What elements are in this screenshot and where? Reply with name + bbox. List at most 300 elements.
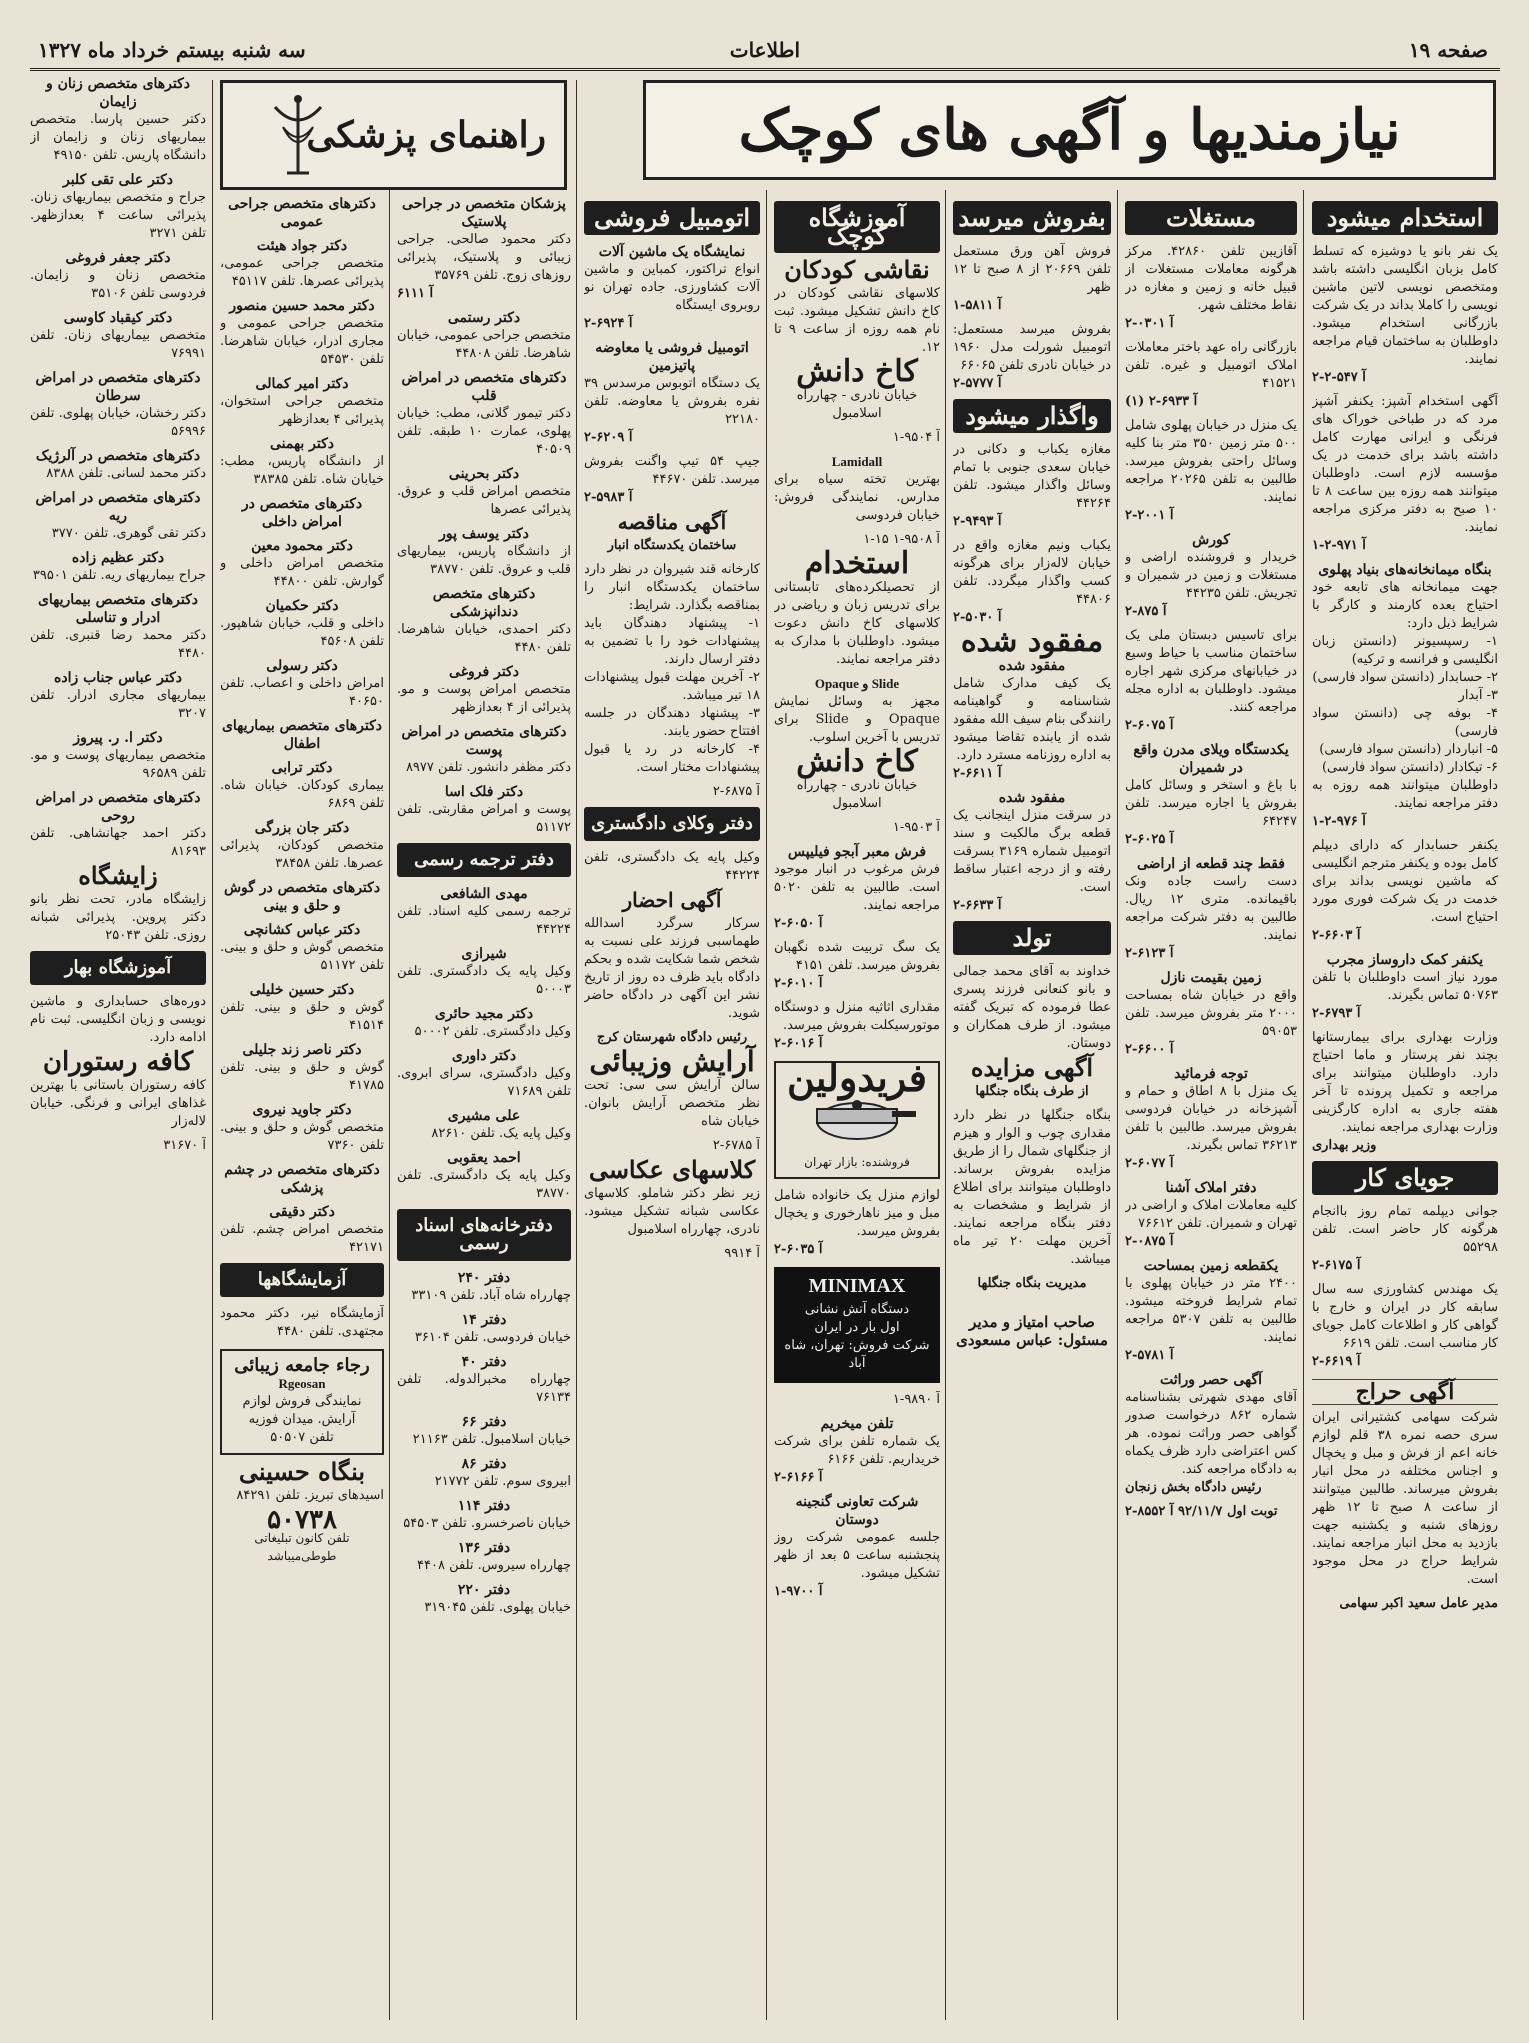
ad-title: دفتر ۲۲۰ xyxy=(457,1582,511,1598)
ad-body: متخصص امراض قلب و عروق. پذیرائی عصرها xyxy=(397,484,571,517)
section-header-maternity: زایشگاه xyxy=(78,861,158,890)
classified-ad xyxy=(397,1413,571,1449)
kakh-danesh-address-2: خیابان نادری - چهارراه اسلامبول xyxy=(796,778,918,811)
ad-title: یکنفر کمک داروساز مجرب xyxy=(1326,952,1484,968)
bahar-school-body: دوره‌های حسابداری و ماشین نویسی و زبان انگلیسی. ثبت نام ادامه دارد. xyxy=(30,994,206,1045)
beauty-box-body: نمایندگی فروش لوازم آرایش. میدان فوزیه xyxy=(242,1394,362,1427)
classified-ad xyxy=(1125,1503,1297,1521)
minimax-code: آ ۹۸۹۰-۱ xyxy=(892,1392,940,1407)
ad-title: دکتر حکمیان xyxy=(265,598,339,614)
ad-title: دکتر یوسف پور xyxy=(439,526,529,542)
ad-body: متخصص امراض داخلی و گوارش. تلفن ۴۴۸۰۰ xyxy=(220,556,384,589)
classified-ad xyxy=(220,657,384,711)
lamidall-body: بهترین تخته سیاه برای مدارس. نمایندگی فروش: خیابان فردوسی xyxy=(774,472,940,523)
classified-ad xyxy=(220,819,384,873)
ad-title: دکتر ترابی xyxy=(271,760,333,776)
medical-guide-title: راهنمای پزشکی xyxy=(306,114,546,156)
ad-body: دکتر محمد لسانی. تلفن ۸۳۸۸ xyxy=(46,466,206,481)
ad-title: کورش xyxy=(1192,532,1230,548)
ad-code: آ ۵۸۱۱-۱ xyxy=(953,298,1002,313)
classified-ad xyxy=(953,657,1111,783)
classified-ad xyxy=(953,537,1111,627)
ad-body: بیماری کودکان. خیابان شاه. تلفن ۶۸۶۹ xyxy=(220,778,384,811)
classified-ad xyxy=(1312,1203,1498,1275)
column-doctors-2 xyxy=(397,195,571,2025)
classified-ad xyxy=(30,669,206,723)
ad-body: یکباب ونیم مغازه واقع در خیابان لاله‌زار برای هرگونه کسب واگذار میگردد. تلفن ۴۴۸۰۶ xyxy=(953,538,1111,607)
ad-body: بفروش میرسد مستعمل: اتومبیل شورلت مدل ۱۹۶۰ در خیابان نادری تلفن ۶۶۰۶۵ xyxy=(953,322,1111,373)
summons-body: سرکار سرگرد اسدالله طهماسبی فرزند علی نسبت به شخص شما شکایت شده و بحکم دادگاه باید ظرف ده روز از تاریخ نشر این آگهی در دادگاه حاضر شوید. xyxy=(584,916,760,1021)
minimax-line1: دستگاه آتش نشانی xyxy=(804,1302,910,1317)
ad-body: متخصص گوش و حلق و بینی. تلفن ۷۳۶۰ xyxy=(220,1120,384,1153)
maternity-body: زایشگاه مادر، تحت نظر بانو دکتر پروین. پذیرائی شبانه روزی. تلفن ۲۵۰۴۳ xyxy=(30,892,206,943)
classified-ad xyxy=(1125,627,1297,735)
ad-code: آ ۶۰۳۵-۲ xyxy=(774,1242,823,1257)
ad-code: آ ۰۸۷۵-۲ xyxy=(1125,1234,1174,1249)
ad-body: وزارت بهداری برای بیمارستانها بچند نفر پرستار و ماما احتیاج دارد. داوطلبان میتوانند برای مراجعه و تکمیل پرونده تا آخر هفته جاری به اداره کارگزینی وزارت بهداری مراجعه نمایند. xyxy=(1312,1030,1498,1135)
classified-ad xyxy=(397,309,571,363)
ad-title: دکتر دقیقی xyxy=(269,1204,335,1220)
section-header-photo: کلاسهای عکاسی xyxy=(588,1155,756,1184)
ad-code: آ ۶۱۷۵-۲ xyxy=(1312,1258,1361,1273)
ad-body: جوانی دیپلمه تمام روز باانجام هرگونه کار حاضر است. تلفن ۵۵۲۹۸ xyxy=(1312,1204,1498,1255)
column-rule xyxy=(389,190,390,2020)
ad-body: وکیل پایه یک دادگستری. تلفن ۵۰۰۰۳ xyxy=(397,964,571,997)
ad-body: ترجمه رسمی کلیه اسناد. تلفن ۴۴۲۲۴ xyxy=(397,904,571,937)
ad-body: متخصص کودکان، پذیرائی عصرها. تلفن ۳۸۴۵۸ xyxy=(220,838,384,871)
ad-body: ۲۴۰۰ متر در خیابان پهلوی با تمام شرایط فروخته میشود. طالبین به تلفن ۵۳۰۷ مراجعه نمایند. xyxy=(1125,1276,1297,1345)
summons-signature: رئیس دادگاه شهرستان کرج xyxy=(596,1030,748,1045)
ad-title: دکتر جاوید نیروی xyxy=(252,1102,352,1118)
ad-body: وکیل پایه یک دادگستری. تلفن ۳۸۷۷۰ xyxy=(397,1168,571,1201)
ad-body: متخصص امراض پوست و مو. پذیرائی از ۴ بعدازظهر xyxy=(397,682,571,715)
section-header-hiring: استخدام میشود xyxy=(1312,201,1498,235)
classified-ad xyxy=(30,789,206,861)
classified-ad xyxy=(397,1005,571,1041)
ad-body: از دانشگاه پاریس، مطب: خیابان شاه. تلفن ۳۸۳۸۵ xyxy=(220,454,384,487)
ad-body: امراض داخلی و اعصاب. تلفن ۴۰۶۵۰ xyxy=(220,676,384,709)
ad-title: آگهی حصر وراثت xyxy=(1160,1372,1262,1388)
ad-title: دفتر ۱۴ xyxy=(461,1312,507,1328)
classified-ad xyxy=(30,591,206,663)
auction2-subtitle: از طرف بنگاه جنگلها xyxy=(975,1084,1089,1099)
ad-code: وزیر بهداری xyxy=(1312,1138,1377,1153)
ad-title: دکتر کیقباد کاوسی xyxy=(63,310,173,326)
column-rule xyxy=(945,190,946,2020)
ad-title: دکترهای متخصص در امراض قلب xyxy=(401,370,567,404)
classified-ad xyxy=(30,249,206,303)
tender-body: کارخانه قند شیروان در نظر دارد ساختمان یکدستگاه انبار را بمناقصه بگذارد. شرایط: ۱- پیشنهاد دهندگان باید پیشنهادات خود را با تضمین به دفتر ارسال دارند. ۲- آخرین مهلت قبول پیشنهادات ۱۸ تیر میباشد. ۳- پیشنهاد دهندگان در جلسه افتتاح حضور یابند. ۴- کارخانه در رد یا قبول پیشنهادات مختار است. xyxy=(584,562,760,775)
classified-ad xyxy=(30,549,206,585)
ad-title: یکدستگاه ویلای مدرن واقع در شمیران xyxy=(1133,742,1289,776)
minimax-title: MINIMAX xyxy=(808,1275,906,1297)
ad-body: آقای مهدی شهرتی بشناسنامه شماره ۸۶۲ درخواست صدور گواهی حصر وراثت نموده. هر کس اعتراضی دارد ظرف یکماه به دادگاه مراجعه کند. xyxy=(1125,1390,1297,1477)
ad-title: دکترهای متخصص در امراض داخلی xyxy=(241,496,363,530)
ad-body: خیابان ناصرخسرو. تلفن ۵۴۵۰۳ xyxy=(403,1516,571,1531)
ad-title: دکتر جواد هیئت xyxy=(256,238,348,254)
section-header-for-sale: بفروش میرسد xyxy=(953,201,1111,235)
classified-ad xyxy=(953,789,1111,915)
ad-body: چهارراه سیروس. تلفن ۴۴۰۸ xyxy=(417,1558,571,1573)
classified-ad xyxy=(1312,243,1498,387)
ad-body: خیابان فردوسی. تلفن ۳۶۱۰۴ xyxy=(414,1330,571,1345)
classified-ad xyxy=(1312,1281,1498,1371)
ad-body: وکیل دادگستری، سرای ابروی. تلفن ۷۱۶۸۹ xyxy=(397,1066,571,1099)
art-class-title: نقاشی کودکان xyxy=(784,255,930,284)
classified-ad xyxy=(953,243,1111,315)
section-header-for-rent: واگذار میشود xyxy=(953,399,1111,433)
ad-body: دکتر محمود صالحی. جراحی زیبائی و پلاستیک، پذیرائی روزهای زوج. تلفن ۳۵۷۶۹ xyxy=(397,232,571,283)
ad-title: مهدی الشافعی xyxy=(440,886,528,902)
column-doctors-1 xyxy=(220,195,384,2025)
classified-ad xyxy=(397,1269,571,1305)
section-header-summons: آگهی احضار xyxy=(622,888,722,912)
ad-body: یک دستگاه اتوبوس مرسدس ۳۹ نفره بفروش یا معاوضه. تلفن ۲۲۱۸۰ xyxy=(584,376,760,427)
classified-ad xyxy=(397,1107,571,1143)
employment-body-2: مجهز به وسائل نمایش Opaque و Slide برای تدریس با آخرین اسلوب. xyxy=(774,694,940,745)
classified-ad xyxy=(1125,339,1297,411)
employment-body: از تحصیلکرده‌های تابستانی برای تدریس زبان و ریاضی در کلاسهای کاخ دانش دعوت میشود. داوطلبان با مدارک به دفتر مراجعه نمایند. xyxy=(774,580,940,667)
section-header-real-estate: مستغلات xyxy=(1125,201,1297,235)
big-phone-number: ۵۰۷۳۸ xyxy=(267,1505,337,1535)
classified-ad xyxy=(397,1353,571,1407)
ad-body: در سرقت منزل اینجانب یک قطعه برگ مالکیت و سند اتومبیل شماره ۳۱۶۹ بسرقت رفته و از درجه اعتبار ساقط است. xyxy=(953,808,1111,895)
art-class-body: کلاسهای نقاشی کودکان در کاخ دانش تشکیل میشود. ثبت نام همه روزه از ساعت ۹ تا ۱۲. xyxy=(774,286,940,355)
ad-title: دکتر محمد حسین منصور xyxy=(229,298,375,314)
ad-body: برای تاسیس دبستان ملی یک ساختمان مناسب با حیاط وسیع در خیابانهای مرکزی شهر اجاره میشود. داوطلبان به اداره مجله مراجعه کنند. xyxy=(1125,628,1297,715)
ad-body: بازرگانی راه عهد باختر معاملات املاک اتومبیل و غیره. تلفن ۴۱۵۲۱ xyxy=(1125,340,1297,391)
ad-agency-footer: تلفن کانون تبلیغاتی طوطی‌میباشد xyxy=(254,1531,350,1563)
classified-ad xyxy=(30,369,206,441)
ad-code: آ ۵۷۷۷-۲ xyxy=(953,376,1002,391)
ad-body: دکتر احمد جهانشاهی. تلفن ۸۱۶۹۳ xyxy=(30,826,206,859)
ad-title: دکترهای متخصص در گوش و حلق و بینی xyxy=(223,880,381,914)
classified-ad xyxy=(220,717,384,753)
ad-code: آ ۵۹۸۳-۲ xyxy=(584,490,633,505)
ad-title: بنگاه میمانخانه‌های بنیاد پهلوی xyxy=(1318,562,1492,578)
classified-ad xyxy=(220,879,384,915)
classified-ad xyxy=(1312,951,1498,1023)
classified-ad xyxy=(397,465,571,519)
ad-code: آ ۶۹۲۴-۲ xyxy=(584,316,633,331)
section-header-autos: اتومبیل فروشی xyxy=(584,201,760,235)
ad-title: دفتر ۱۱۴ xyxy=(457,1498,511,1514)
ad-body: وکیل دادگستری. تلفن ۵۰۰۰۲ xyxy=(414,1024,571,1039)
ad-code: آ ۶۶۰۰-۲ xyxy=(1125,1042,1174,1057)
ad-title: پزشکان متخصص در جراحی پلاستیک xyxy=(402,196,566,230)
photo-body: زیر نظر دکتر شاملو. کلاسهای عکاسی شبانه تشکیل میشود. نادری، چهارراه اسلامبول xyxy=(584,1186,760,1237)
ad-body: دست راست جاده ونک باقیمانده. متری ۱۲ ریال. طالبین به دفتر شرکت مراجعه نمایند. xyxy=(1125,874,1297,943)
medical-guide-banner xyxy=(220,80,567,190)
classified-ad xyxy=(397,1311,571,1347)
ad-title: دکترهای متخصص دندانپزشکی xyxy=(432,586,536,620)
classified-ad xyxy=(584,453,760,507)
ad-title: یکقطعه زمین بمساحت xyxy=(1143,1258,1279,1274)
ad-body: از دانشگاه پاریس، بیماریهای قلب و عروق. تلفن ۳۸۷۷۰ xyxy=(397,544,571,577)
ad-title: دکتر فروغی xyxy=(449,664,519,680)
ad-code: آ ۹۴۹۳-۲ xyxy=(953,514,1002,529)
tender-code: آ ۶۸۷۵-۲ xyxy=(712,784,760,799)
ad-body: واقع در خیابان شاه بمساحت ۲۰۰۰ متر بفروش میرسد. تلفن ۵۹۰۵۳ xyxy=(1125,988,1297,1039)
ad-body: متخصص جراحی عمومی و مجاری ادرار، خیابان شاهرضا. تلفن ۵۴۵۳۰ xyxy=(220,316,384,367)
column-real-estate xyxy=(1125,195,1297,2025)
ad-code: (۱) آ ۶۹۳۳-۲ xyxy=(1125,394,1198,409)
classified-ad xyxy=(397,945,571,999)
ad-body: متخصص امراض چشم. تلفن ۴۲۱۷۱ xyxy=(220,1222,384,1255)
classified-ad xyxy=(220,297,384,369)
section-header-employment: استخدام xyxy=(804,546,910,581)
ad-code: آ ۶۱۲۳-۲ xyxy=(1125,946,1174,961)
classified-ad xyxy=(1125,1371,1297,1497)
classified-ad xyxy=(1312,393,1498,555)
classified-ad xyxy=(397,195,571,303)
ad-title: دکتر عظیم زاده xyxy=(71,550,165,566)
classified-ad xyxy=(30,447,206,483)
ad-title: دکتر رستمی xyxy=(447,310,521,326)
beauty-box xyxy=(220,1349,384,1455)
caduceus-icon xyxy=(263,93,333,177)
ad-title: دکترهای متخصص در آلرژیک xyxy=(35,448,201,464)
ad-body: جلسه عمومی شرکت روز پنجشنبه ساعت ۵ بعد از ظهر تشکیل میشود. xyxy=(774,1530,940,1581)
section-header-notary: دفترخانه‌های اسناد رسمی xyxy=(397,1209,571,1261)
classified-ad xyxy=(30,309,206,363)
kakh-danesh-code: آ ۹۵۰۴-۱ xyxy=(892,430,940,445)
ad-body: مغازه یکباب و دکانی در خیابان سعدی جنوبی با تمام وسائل واگذار میشود. تلفن ۴۴۲۶۴ xyxy=(953,442,1111,511)
ad-title: دکتر ناصر زند جلیلی xyxy=(242,1042,362,1058)
section-header-lawyers: دفتر وکلای دادگستری xyxy=(584,807,760,841)
classified-ad xyxy=(220,597,384,651)
classified-ad xyxy=(397,1497,571,1533)
ad-title: دکتر عباس جناب زاده xyxy=(54,670,182,686)
classified-ad xyxy=(397,1149,571,1203)
ad-code: آ ۶۶۰۳-۲ xyxy=(1312,928,1361,943)
ad-body: دکتر تیمور گلانی، مطب: خیابان پهلوی، عمارت ۱۰ طبقه. تلفن ۴۰۵۰۹ xyxy=(397,406,571,457)
ad-body: متخصص گوش و حلق و بینی. تلفن ۵۱۱۷۲ xyxy=(220,940,384,973)
classified-ad xyxy=(220,1161,384,1197)
classified-ad xyxy=(220,1203,384,1257)
ad-title: دکترهای متخصص در چشم پزشکی xyxy=(224,1162,380,1196)
ad-body: متخصص جراحی استخوان، پذیرائی ۴ بعدازظهر xyxy=(220,394,384,427)
ad-title: توجه فرمائید xyxy=(1174,1066,1248,1082)
ad-title: دکترهای متخصص جراحی عمومی xyxy=(228,196,376,230)
ad-body: گوش و حلق و بینی. تلفن ۴۱۵۱۴ xyxy=(220,1000,384,1033)
kakh-danesh-address: خیابان نادری - چهارراه اسلامبول xyxy=(796,388,918,421)
ad-title: تلفن میخریم xyxy=(820,1416,894,1432)
ad-body: کلیه معاملات املاک و اراضی در تهران و شمیران. تلفن ۷۶۶۱۲ xyxy=(1125,1198,1297,1231)
photo-code: آ ۹۹۱۴ xyxy=(724,1246,760,1261)
ad-title: دکترهای متخصص بیماریهای ادرار و تناسلی xyxy=(37,592,199,626)
ad-body: خریدار و فروشنده اراضی و مستغلات و زمین در شمیران و تجریش. تلفن ۴۴۲۳۵ xyxy=(1125,550,1297,601)
section-header-translation: دفتر ترجمه رسمی xyxy=(397,843,571,877)
ad-code: آ ۶۰۲۵-۲ xyxy=(1125,832,1174,847)
kakh-danesh-title: کاخ دانش xyxy=(796,354,918,389)
classified-ad xyxy=(30,729,206,783)
classified-ad xyxy=(1312,837,1498,945)
classified-ad xyxy=(397,723,571,777)
ad-body: دکتر احمدی، خیابان شاهرضا. تلفن ۴۴۸۰ xyxy=(397,622,571,655)
ad-code: آ ۰۳۰۱-۲ xyxy=(1125,316,1174,331)
classified-ad xyxy=(1125,243,1297,333)
classified-ad xyxy=(1125,969,1297,1059)
ad-title: علی مشیری xyxy=(447,1108,521,1124)
beauty-code: آ ۶۷۸۵-۲ xyxy=(712,1138,760,1153)
classified-ad xyxy=(953,321,1111,393)
classified-ad xyxy=(397,1047,571,1101)
ad-body: آقازیبن تلفن ۴۲۸۶۰. مرکز هرگونه معاملات مستغلات از قبیل خانه و زمین و مغازه در نقاط مختلف شهر. xyxy=(1125,244,1297,313)
classified-ad xyxy=(774,999,940,1053)
column-autos xyxy=(584,195,760,2025)
ad-code: آ ۶۱۶۶-۲ xyxy=(774,1470,823,1485)
ad-body: یک سگ تربیت شده نگهبان بفروش میرسد. تلفن ۴۱۵۱ xyxy=(774,940,940,973)
section-header-auction2: آگهی مزایده xyxy=(970,1053,1094,1082)
ad-code: آ ۵۴۷-۲-۲ xyxy=(1312,370,1366,385)
ad-body: آگهی استخدام آشپز: یکنفر آشپز مرد که در طباخی خوراک های فرنگی و ایرانی مهارت کامل داشته باشد برای خدمت در یک مؤسسه لازم است. داوطلبان میتوانند همه روزه بین ساعت ۸ تا ۱۰ صبح به دفتر مرکزی مراجعه نمایند. xyxy=(1312,394,1498,535)
ad-title: دکترهای متخصص در امراض روحی xyxy=(35,790,201,824)
page-number: صفحه ۱۹ xyxy=(1408,38,1488,62)
ad-code: آ ۵۷۸۱-۲ xyxy=(1125,1348,1174,1363)
ad-body: با باغ و استخر و وسائل کامل بفروش یا اجاره میرسد. تلفن ۶۴۲۴۷ xyxy=(1125,778,1297,829)
ad-body: خیابان اسلامبول. تلفن ۲۱۱۶۳ xyxy=(412,1432,571,1447)
publisher-line: صاحب امتیاز و مدیر مسئول: عباس مسعودی xyxy=(956,1313,1108,1349)
ad-code: آ ۶۰۱۶-۲ xyxy=(774,1036,823,1051)
ad-body: جراح بیماریهای ریه. تلفن ۳۹۵۰۱ xyxy=(32,568,206,583)
classified-ad xyxy=(220,537,384,591)
ad-title: دکتر داوری xyxy=(451,1048,517,1064)
classified-ad xyxy=(1312,1029,1498,1155)
ad-body: مقداری اثاثیه منزل و دوستگاه موتورسیکلت بفروش میرسد. xyxy=(774,1000,940,1033)
ad-body: جیپ ۵۴ تیپ واگنت بفروش میرسد. تلفن ۴۴۶۷۰ xyxy=(584,454,760,487)
ad-body: ابیروی سوم. تلفن ۲۱۷۷۲ xyxy=(434,1474,571,1489)
ad-title: دفتر ۶۶ xyxy=(461,1414,507,1430)
kakh-danesh-title-2: کاخ دانش xyxy=(796,744,918,779)
ad-body: یک شماره تلفن برای شرکت خریداریم. تلفن ۶۱۶۶ xyxy=(774,1434,940,1467)
column-rule xyxy=(1303,190,1304,2020)
ad-code: آ ۹۷۰۰-۱ xyxy=(774,1584,823,1599)
ad-title: شیرازی xyxy=(461,946,507,962)
ad-code: آ ۶۲۰۹-۲ xyxy=(584,430,633,445)
ad-title: اتومبیل فروشی یا معاوضه پاتیزمین xyxy=(595,340,749,374)
page-header xyxy=(30,34,1500,71)
ad-code: آ ۶۰۷۵-۲ xyxy=(1125,718,1174,733)
column-rule xyxy=(766,190,767,2020)
classified-ad xyxy=(953,441,1111,531)
ad-title: مفقود شده xyxy=(998,658,1066,674)
classified-ad xyxy=(774,843,940,933)
restaurant-body: کافه رستوران باستانی با بهترین غذاهای ایرانی و فرنگی. خیابان لاله‌زار xyxy=(30,1078,206,1129)
ad-title: دکترهای متخصص بیماریهای اطفال xyxy=(221,718,383,752)
ad-body: پوست و امراض مقاربتی. تلفن ۵۱۱۷۲ xyxy=(397,802,571,835)
ad-body: خیابان پهلوی. تلفن ۳۱۹۰۴۵ xyxy=(424,1600,571,1615)
ad-body: گوش و حلق و بینی. تلفن ۴۱۷۸۵ xyxy=(220,1060,384,1093)
ad-body: متخصص جراحی عمومی، خیابان شاهرضا. تلفن ۴۴۸۰۸ xyxy=(397,328,571,361)
ad-title: دکتر حسین خلیلی xyxy=(249,982,355,998)
lawyer-body: وکیل پایه یک دادگستری، تلفن ۴۴۲۲۴ xyxy=(584,850,760,883)
section-header-beauty: آرایش وزیبائی xyxy=(589,1045,755,1078)
ad-body: انواع تراکتور، کمباین و ماشین آلات کشاورزی. جاده تهران نو روبروی ایستگاه xyxy=(584,262,760,313)
ad-body: بیماریهای مجاری ادرار. تلفن ۳۲۰۷ xyxy=(30,688,206,721)
section-header-restaurant: کافه رستوران xyxy=(42,1047,194,1077)
classified-ad xyxy=(397,369,571,459)
classified-ad xyxy=(584,339,760,447)
ad-title: دکتر عباس کشانچی xyxy=(243,922,361,938)
ad-body: متخصص بیماریهای زنان. تلفن ۷۶۹۹۱ xyxy=(30,328,206,361)
ad-body: دکتر تقی گوهری. تلفن ۳۷۷۰ xyxy=(51,526,206,541)
ad-body: دکتر محمد رضا قنبری. تلفن ۴۴۸۰ xyxy=(30,628,206,661)
hosseini-body: اسیدهای تبریز. تلفن ۸۴۲۹۱ xyxy=(236,1488,384,1503)
ad-title: مفقود شده xyxy=(998,790,1066,806)
classifieds-banner: نیازمندیها و آگهی های کوچک xyxy=(643,80,1496,180)
ad-code: رئیس دادگاه بخش زنجان xyxy=(1125,1480,1262,1495)
ad-body: لوازم منزل یک خانواده شامل مبل و میز ناهارخوری و یخچال بفروش میرسد. xyxy=(774,1188,940,1239)
ad-title: دکتر مجید حائری xyxy=(434,1006,534,1022)
column-schools xyxy=(774,195,940,2025)
ad-body: یک منزل با ۸ اطاق و حمام و آشپزخانه در خیابان فردوسی بفروش میرسد. طالبین با تلفن ۳۶۲۱۳ تماس بگیرند. xyxy=(1125,1084,1297,1153)
ad-body: یک منزل در خیابان پهلوی شامل ۵۰۰ متر زمین ۳۵۰ متر بنا کلیه وسائل راحتی بفروش میرسد. طالبین به تلفن ۲۰۲۶۵ مراجعه نمایند. xyxy=(1125,418,1297,505)
ad-body: فرش مرغوب در انبار موجود است. طالبین به تلفن ۵۰۲۰ مراجعه نمایند. xyxy=(774,862,940,913)
classified-ad xyxy=(30,489,206,543)
ad-body: داخلی و قلب، خیابان شاهپور. تلفن ۴۵۶۰۸ xyxy=(220,616,384,649)
ad-body: متخصص زنان و زایمان. فردوسی تلفن ۳۵۱۰۶ xyxy=(30,268,206,301)
ad-body: جراح و متخصص بیماریهای زنان. پذیرائی ساعت ۴ بعدازظهر. تلفن ۳۲۷۱ xyxy=(30,190,206,241)
section-header-tender: آگهی مناقصه xyxy=(617,510,727,534)
beauty-box-phone: تلفن ۵۰۵۰۷ xyxy=(270,1430,334,1445)
ad-body: مورد نیاز است داوطلبان با تلفن ۵۰۷۶۳ تماس بگیرند. xyxy=(1312,970,1498,1003)
minimax-line3: شرکت فروش: تهران، شاه آباد xyxy=(784,1338,930,1371)
classified-ad xyxy=(220,981,384,1035)
ad-code: آ ۵۰۳۰-۲ xyxy=(953,610,1002,625)
date-line: سه شنبه بیستم خرداد ماه ۱۳۲۷ xyxy=(38,38,306,62)
classified-ad xyxy=(397,783,571,837)
ad-code: آ ۸۷۵-۲ xyxy=(1125,604,1167,619)
ad-code: آ ۹۷۱-۲-۱ xyxy=(1312,538,1366,553)
auction-signature: مدیر عامل سعید اکبر سهامی xyxy=(1339,1596,1498,1611)
classified-ad xyxy=(1125,1065,1297,1173)
ad-title: دفتر ۸۶ xyxy=(461,1456,507,1472)
pressure-cooker-icon xyxy=(797,1087,917,1147)
ad-title: فرش معبر آبجو فیلیپس xyxy=(787,844,927,860)
ad-title: دکترهای متخصص در امراض پوست xyxy=(401,724,567,758)
ad-code: آ ۶۰۵۰-۲ xyxy=(774,916,823,931)
classified-ad xyxy=(220,495,384,531)
beauty-box-brand: Rgeosan xyxy=(278,1376,326,1391)
ad-body: جهت میمانخانه های تابعه خود احتیاج بعده کارمند و کارگر با شرایط ذیل دارد: ۱- رسپسیونر (دانستن زبان انگلیسی و فرانسه و ترکیه) ۲- حسابدار (دانستن سواد فارسی) ۳- آبدار ۴- بوفه چی (دانستن سواد فارسی) ۵- انباردار (دانستن سواد فارسی) ۶- تیکادار (دانستن سواد فارسی) داوطلبان میتوانند همه روزه به دفتر مراجعه نمایند. xyxy=(1312,580,1498,811)
ad-code: آ ۶۶۱۹-۲ xyxy=(1312,1354,1361,1369)
classified-ad xyxy=(220,921,384,975)
ad-body: دکتر رخشان، خیابان پهلوی. تلفن ۵۶۹۹۶ xyxy=(30,406,206,439)
column-for-sale xyxy=(953,195,1111,2025)
fridolin-brand: فریدولین xyxy=(787,1055,927,1100)
ad-title: دکتر جان بزرگی xyxy=(254,820,350,836)
kakh-danesh-code-2: آ ۹۵۰۳-۱ xyxy=(892,820,940,835)
ad-code: آ ۹۷۶-۲-۱ xyxy=(1312,814,1366,829)
ad-body: فروش آهن ورق مستعمل تلفن ۲۰۶۶۹ از ۸ صبح تا ۱۲ ظهر xyxy=(953,244,1111,295)
classified-ad xyxy=(584,243,760,333)
section-header-hosseini: بنگاه حسینی xyxy=(238,1457,366,1486)
ad-body: یک مهندس کشاورزی سه سال سابقه کار در ایران و خارج با گواهی کار و اطلاعات کامل جویای کار مناسب است. تلفن ۶۶۱۹ xyxy=(1312,1282,1498,1351)
ad-body: دکتر مظفر دانشور. تلفن ۸۹۷۷ xyxy=(405,760,571,775)
classified-ad xyxy=(30,171,206,243)
classified-ad xyxy=(1125,1179,1297,1251)
ad-body: یک کیف مدارک شامل شناسنامه و گواهینامه رانندگی بنام سیف الله مفقود شده از یابنده تقاضا میشود به اداره روزنامه مسترد دارد. xyxy=(953,676,1111,763)
classified-ad xyxy=(774,939,940,993)
ad-body: چهارراه شاه آباد. تلفن ۳۳۱۰۹ xyxy=(411,1288,571,1303)
ad-title: دکتر بحرینی xyxy=(448,466,520,482)
ad-title: نمایشگاه یک ماشین آلات xyxy=(598,244,746,260)
classified-ad xyxy=(220,759,384,813)
ad-code: آ ۶۰۷۷-۲ xyxy=(1125,1156,1174,1171)
section-header-small-schools: آموزشگاه کوچک xyxy=(774,201,940,253)
ad-title: فقط چند قطعه از اراضی xyxy=(1137,856,1285,872)
